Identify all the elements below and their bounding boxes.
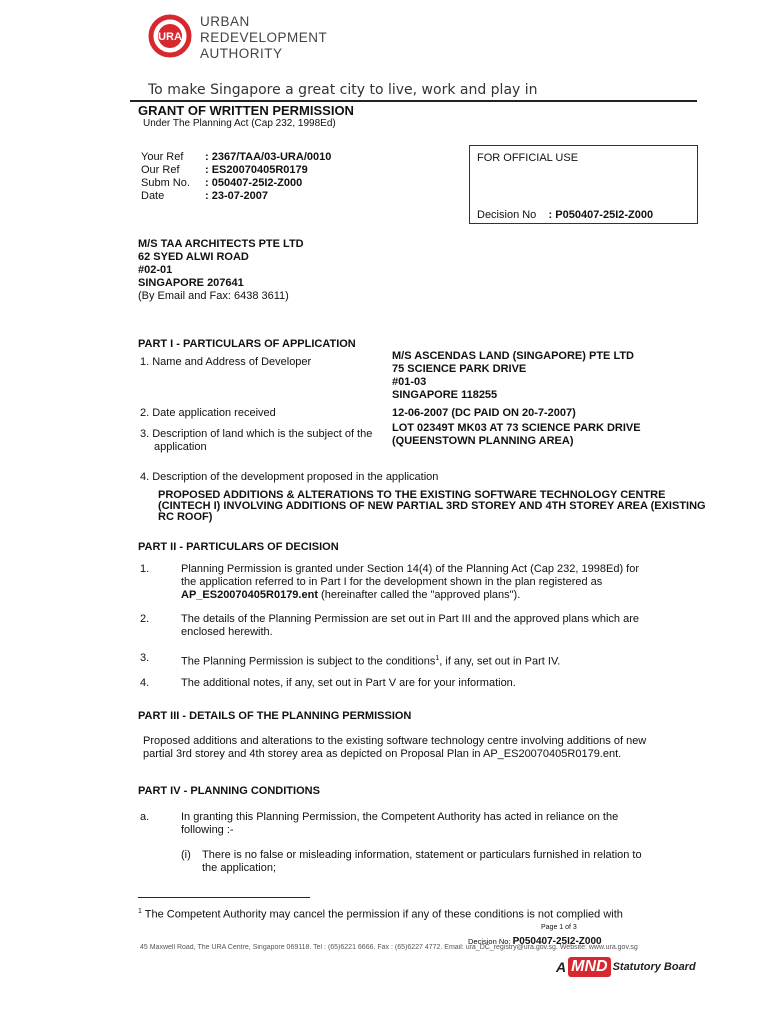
- item3-label-line: application: [154, 441, 207, 453]
- item3-value-line: LOT 02349T MK03 AT 73 SCIENCE PARK DRIVE: [392, 422, 641, 434]
- part4-i-line: the application;: [202, 862, 276, 874]
- developer-line: SINGAPORE 118255: [392, 389, 498, 401]
- addressee-line: M/S TAA ARCHITECTS PTE LTD: [138, 238, 304, 250]
- part1-item2-label: 2. Date application received: [140, 407, 276, 419]
- logo-letters: URA: [158, 31, 182, 43]
- part4-i-num: (i): [181, 849, 191, 861]
- approved-plan-ref: AP_ES20070405R0179.ent: [181, 589, 318, 601]
- ref-row: [141, 164, 331, 177]
- document-title: GRANT OF WRITTEN PERMISSION: [138, 103, 354, 118]
- developer-line: #01-03: [392, 376, 427, 388]
- ref-value: : 23-07-2007: [205, 190, 268, 202]
- part3-line: Proposed additions and alterations to the existing software technology centre involving additions of new: [143, 735, 647, 747]
- part4-i-text: [202, 849, 642, 875]
- item3-label-line: 3. Description of land which is the subject of the: [140, 428, 373, 440]
- ref-row: [141, 190, 331, 203]
- ref-label: Our Ref: [141, 164, 180, 176]
- ura-logo-icon: [148, 14, 192, 58]
- ref-label: Your Ref: [141, 151, 184, 163]
- org-name: [200, 14, 327, 62]
- addressee-line: (By Email and Fax: 6438 3611): [138, 290, 289, 302]
- official-use-heading: FOR OFFICIAL USE: [477, 152, 579, 164]
- part2-p1: [181, 563, 639, 602]
- addressee-line: 62 SYED ALWI ROAD: [138, 251, 249, 263]
- mnd-badge: [556, 954, 696, 980]
- addressee-line: SINGAPORE 207641: [138, 277, 244, 289]
- footer-decision-label: Decision No:: [468, 937, 513, 946]
- ref-label: Date: [141, 190, 165, 202]
- document-subtitle: Under The Planning Act (Cap 232, 1998Ed): [143, 118, 336, 129]
- part3-heading: PART III - DETAILS OF THE PLANNING PERMISSION: [138, 710, 412, 722]
- ref-row: [141, 177, 331, 190]
- ref-value: : ES20070405R0179: [205, 164, 308, 176]
- part1-item3-label: [140, 428, 372, 454]
- part4-a-line: In granting this Planning Permission, the Competent Authority has acted in reliance on the: [181, 811, 619, 823]
- part1-item2-value: 12-06-2007 (DC PAID ON 20-7-2007): [392, 407, 576, 419]
- item4-value-line: (CINTECH I) INVOLVING ADDITIONS OF NEW PARTIAL 3RD STOREY AND 4TH STOREY AREA (EXISTING: [158, 500, 706, 512]
- reference-block: [141, 151, 331, 203]
- part4-a-text: [181, 811, 631, 837]
- p2-line: The details of the Planning Permission are set out in Part III and the approved plans which are: [181, 613, 639, 625]
- header-divider: [130, 100, 697, 102]
- addressee-block: [138, 238, 304, 303]
- ref-label: Subm No.: [141, 177, 190, 189]
- decision-label: Decision No: [477, 209, 537, 221]
- footnote-text: The Competent Authority may cancel the permission if any of these conditions is not complied with: [141, 908, 623, 921]
- ref-value: : 2367/TAA/03-URA/0010: [205, 151, 332, 163]
- footer-decision-value: P050407-25I2-Z000: [512, 936, 602, 947]
- decision-value: : P050407-25I2-Z000: [548, 209, 654, 221]
- org-name-line3: AUTHORITY: [200, 46, 283, 61]
- part3-line: partial 3rd storey and 4th storey area as depicted on Proposal Plan in AP_ES20070405R0179.ent.: [143, 748, 622, 760]
- item4-value-line: PROPOSED ADDITIONS & ALTERATIONS TO THE EXISTING SOFTWARE TECHNOLOGY CENTRE: [158, 489, 666, 501]
- mnd-suffix: Statutory Board: [612, 961, 696, 973]
- p3-text-rest: , if any, set out in Part IV.: [439, 655, 561, 668]
- p3-text: The Planning Permission is subject to the conditions: [181, 655, 436, 668]
- part1-item3-value: [392, 422, 689, 448]
- part2-heading: PART II - PARTICULARS OF DECISION: [138, 541, 339, 553]
- developer-address: [392, 350, 634, 402]
- part1-item4-label: 4. Description of the development proposed in the application: [140, 471, 439, 483]
- footnote-ref: 1: [435, 655, 440, 662]
- part2-p4-num: 4.: [140, 677, 150, 689]
- p2-line: enclosed herewith.: [181, 626, 273, 638]
- org-name-line2: REDEVELOPMENT: [200, 30, 328, 45]
- item3-value-line: (QUEENSTOWN PLANNING AREA): [392, 435, 574, 447]
- part1-item1-label: 1. Name and Address of Developer: [140, 356, 312, 368]
- developer-line: M/S ASCENDAS LAND (SINGAPORE) PTE LTD: [392, 350, 635, 362]
- footnote-divider: [138, 897, 310, 898]
- part4-heading: PART IV - PLANNING CONDITIONS: [138, 785, 320, 797]
- part4-a-num: a.: [140, 811, 150, 823]
- p1-line: Planning Permission is granted under Section 14(4) of the Planning Act (Cap 232, 1998Ed) for: [181, 563, 639, 575]
- addressee-line: #02-01: [138, 264, 173, 276]
- part1-item4-value: [158, 489, 706, 523]
- part2-p3-num: 3.: [140, 652, 150, 664]
- ref-value: : 050407-25I2-Z000: [205, 177, 303, 189]
- mnd-prefix: A: [556, 959, 567, 975]
- tagline: To make Singapore a great city to live, work and play in: [148, 82, 538, 98]
- mnd-logo-icon: MND: [568, 957, 610, 977]
- part2-p1-num: 1.: [140, 563, 150, 575]
- p1-line: [181, 589, 631, 602]
- official-use-box: [469, 145, 698, 224]
- official-decision-row: [477, 209, 653, 222]
- footnote-number: 1: [138, 908, 142, 915]
- org-name-line1: URBAN: [200, 14, 250, 29]
- item4-value-line: RC ROOF): [158, 511, 213, 523]
- p1-line: the application referred to in Part I for the development shown in the plan registered as: [181, 576, 603, 588]
- page-number: Page 1 of 3: [541, 924, 577, 931]
- part2-p2-num: 2.: [140, 613, 150, 625]
- p1-line-rest: (hereinafter called the "approved plans").: [317, 589, 521, 601]
- part4-i-line: There is no false or misleading information, statement or particulars furnished in relation to: [202, 849, 642, 861]
- part1-heading: PART I - PARTICULARS OF APPLICATION: [138, 338, 356, 350]
- ref-row: [141, 151, 331, 164]
- part3-text: [143, 735, 647, 761]
- part4-a-line: following :-: [181, 824, 234, 836]
- footnote: [138, 905, 623, 922]
- part2-p3: [181, 652, 560, 669]
- developer-line: 75 SCIENCE PARK DRIVE: [392, 363, 527, 375]
- part2-p4: The additional notes, if any, set out in Part V are for your information.: [181, 677, 516, 689]
- part2-p2: [181, 613, 639, 639]
- footer-address: 45 Maxwell Road, The URA Centre, Singapore 069118. Tel : (65)6221 6666. Fax : (65)6227 4772. Email: ura_DC_registry@ura.gov.sg. Website: www.ura.gov.sg: [140, 944, 638, 951]
